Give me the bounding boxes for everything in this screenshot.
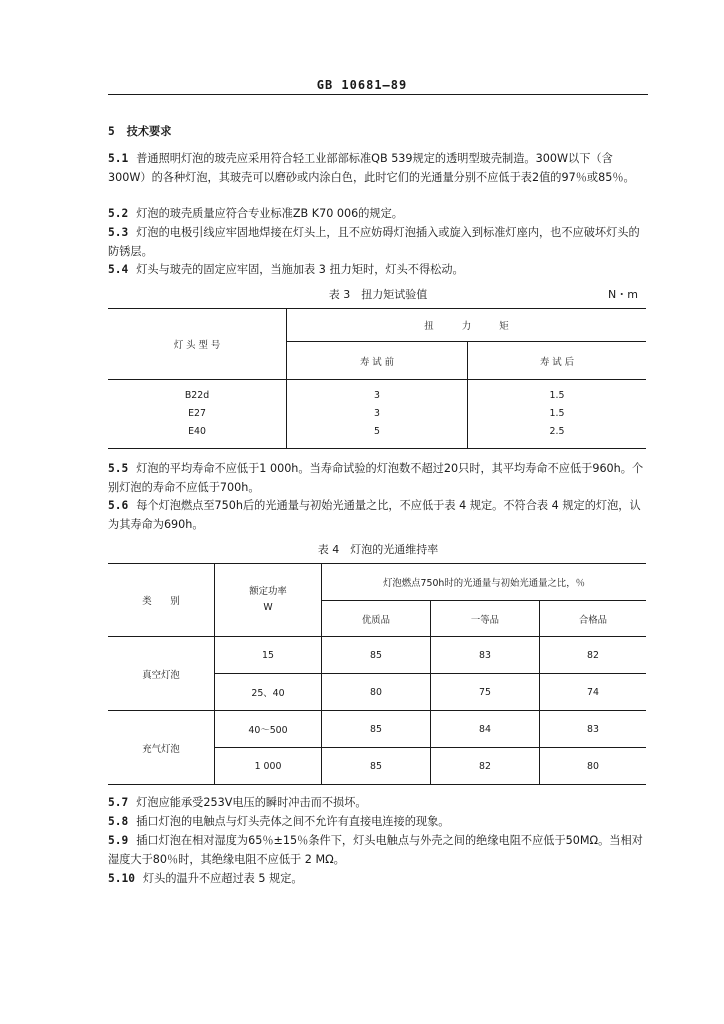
power-cell: 1 000 <box>215 748 322 785</box>
col-header-after: 寿 试 后 <box>468 342 647 380</box>
table3-types-cell: B22d E27 E40 <box>108 380 287 449</box>
clause-number: 5.8 <box>108 815 129 828</box>
category-cell: 充气灯泡 <box>108 711 215 785</box>
clause-5-2 <box>108 205 648 224</box>
clause-5-6 <box>108 497 648 534</box>
clause-text: 灯泡应能承受253V电压的瞬时冲击而不损坏。 <box>136 796 367 809</box>
table-row <box>108 711 646 748</box>
clause-text: 灯泡的平均寿命不应低于1 000h。当寿命试验的灯泡数不超过20只时，其平均寿命不应低于960h。个别灯泡的寿命不应低于700h。 <box>108 462 644 494</box>
col-header-before: 寿 试 前 <box>287 342 468 380</box>
category-cell: 真空灯泡 <box>108 637 215 711</box>
clause-number: 5.10 <box>108 872 135 885</box>
table3-caption: 表 3 扭力矩试验值 <box>328 288 428 301</box>
col-header-ratio: 灯泡燃点750h时的光通量与初始光通量之比，％ <box>322 564 647 601</box>
value-cell: 85 <box>322 637 431 674</box>
section-title: 技术要求 <box>126 125 172 138</box>
value-cell: 83 <box>540 711 647 748</box>
clause-number: 5.6 <box>108 499 129 512</box>
col-header-power: 额定功率 W <box>215 564 322 637</box>
value-cell: 85 <box>322 711 431 748</box>
clause-text: 灯头与玻壳的固定应牢固，当施加表 3 扭力矩时，灯头不得松动。 <box>136 263 464 276</box>
section-number: 5 <box>108 125 115 138</box>
value-cell: 75 <box>431 674 540 711</box>
clause-number: 5.7 <box>108 796 129 809</box>
clause-5-1 <box>108 150 648 187</box>
clause-5-8 <box>108 813 648 832</box>
value-cell: 85 <box>322 748 431 785</box>
col-header-torque: 扭 力 矩 <box>287 309 647 342</box>
clause-5-9 <box>108 832 648 869</box>
clause-5-10 <box>108 870 648 889</box>
clause-5-5 <box>108 460 648 497</box>
power-cell: 40～500 <box>215 711 322 748</box>
lumen-maintenance-table <box>108 563 646 785</box>
clause-5-3 <box>108 224 648 261</box>
value-cell: 84 <box>431 711 540 748</box>
clause-number: 5.5 <box>108 462 129 475</box>
clause-text: 普通照明灯泡的玻壳应采用符合轻工业部部标准QB 539规定的透明型玻壳制造。300W以下（含300W）的各种灯泡，其玻壳可以磨砂或内涂白色，此时它们的光通量分别不应低于表2值的97％或85％。 <box>108 152 635 184</box>
table3-after-cell: 1.5 1.5 2.5 <box>468 380 647 449</box>
clause-number: 5.9 <box>108 834 129 847</box>
col-header-grade-first: 一等品 <box>431 601 540 637</box>
clause-5-4 <box>108 261 648 280</box>
col-header-grade-premium: 优质品 <box>322 601 431 637</box>
power-cell: 15 <box>215 637 322 674</box>
value-cell: 83 <box>431 637 540 674</box>
clause-number: 5.4 <box>108 263 129 276</box>
clause-5-7 <box>108 794 648 813</box>
table3-unit: N・m <box>608 288 638 301</box>
table-row <box>108 637 646 674</box>
section-heading <box>108 123 648 142</box>
running-header: GB 10681—89 <box>316 78 408 92</box>
col-header-grade-qualified: 合格品 <box>540 601 647 637</box>
clause-number: 5.2 <box>108 207 129 220</box>
clause-number: 5.1 <box>108 152 129 165</box>
clause-text: 每个灯泡燃点至750h后的光通量与初始光通量之比，不应低于表 4 规定。不符合表 4 规定的灯泡，认为其寿命为690h。 <box>108 499 641 531</box>
clause-number: 5.3 <box>108 226 129 239</box>
clause-text: 插口灯泡在相对湿度为65％±15％条件下，灯头电触点与外壳之间的绝缘电阻不应低于50MΩ。当相对湿度大于80％时，其绝缘电阻不应低于 2 MΩ。 <box>108 834 643 866</box>
power-cell: 25、40 <box>215 674 322 711</box>
col-header-category: 类 别 <box>108 564 215 637</box>
clause-text: 插口灯泡的电触点与灯头壳体之间不允许有直接电连接的现象。 <box>136 815 450 828</box>
clause-text: 灯头的温升不应超过表 5 规定。 <box>142 872 303 885</box>
value-cell: 82 <box>540 637 647 674</box>
value-cell: 80 <box>540 748 647 785</box>
table4-caption: 表 4 灯泡的光通维持率 <box>317 543 439 556</box>
value-cell: 80 <box>322 674 431 711</box>
table3-before-cell: 3 3 5 <box>287 380 468 449</box>
header-rule <box>108 94 648 95</box>
torque-table <box>108 308 646 449</box>
clause-text: 灯泡的玻壳质量应符合专业标准ZB K70 006的规定。 <box>136 207 403 220</box>
value-cell: 82 <box>431 748 540 785</box>
value-cell: 74 <box>540 674 647 711</box>
col-header-type: 灯 头 型 号 <box>173 340 221 351</box>
clause-text: 灯泡的电极引线应牢固地焊接在灯头上，且不应妨碍灯泡插入或旋入到标准灯座内，也不应破坏灯头的防锈层。 <box>108 226 640 258</box>
